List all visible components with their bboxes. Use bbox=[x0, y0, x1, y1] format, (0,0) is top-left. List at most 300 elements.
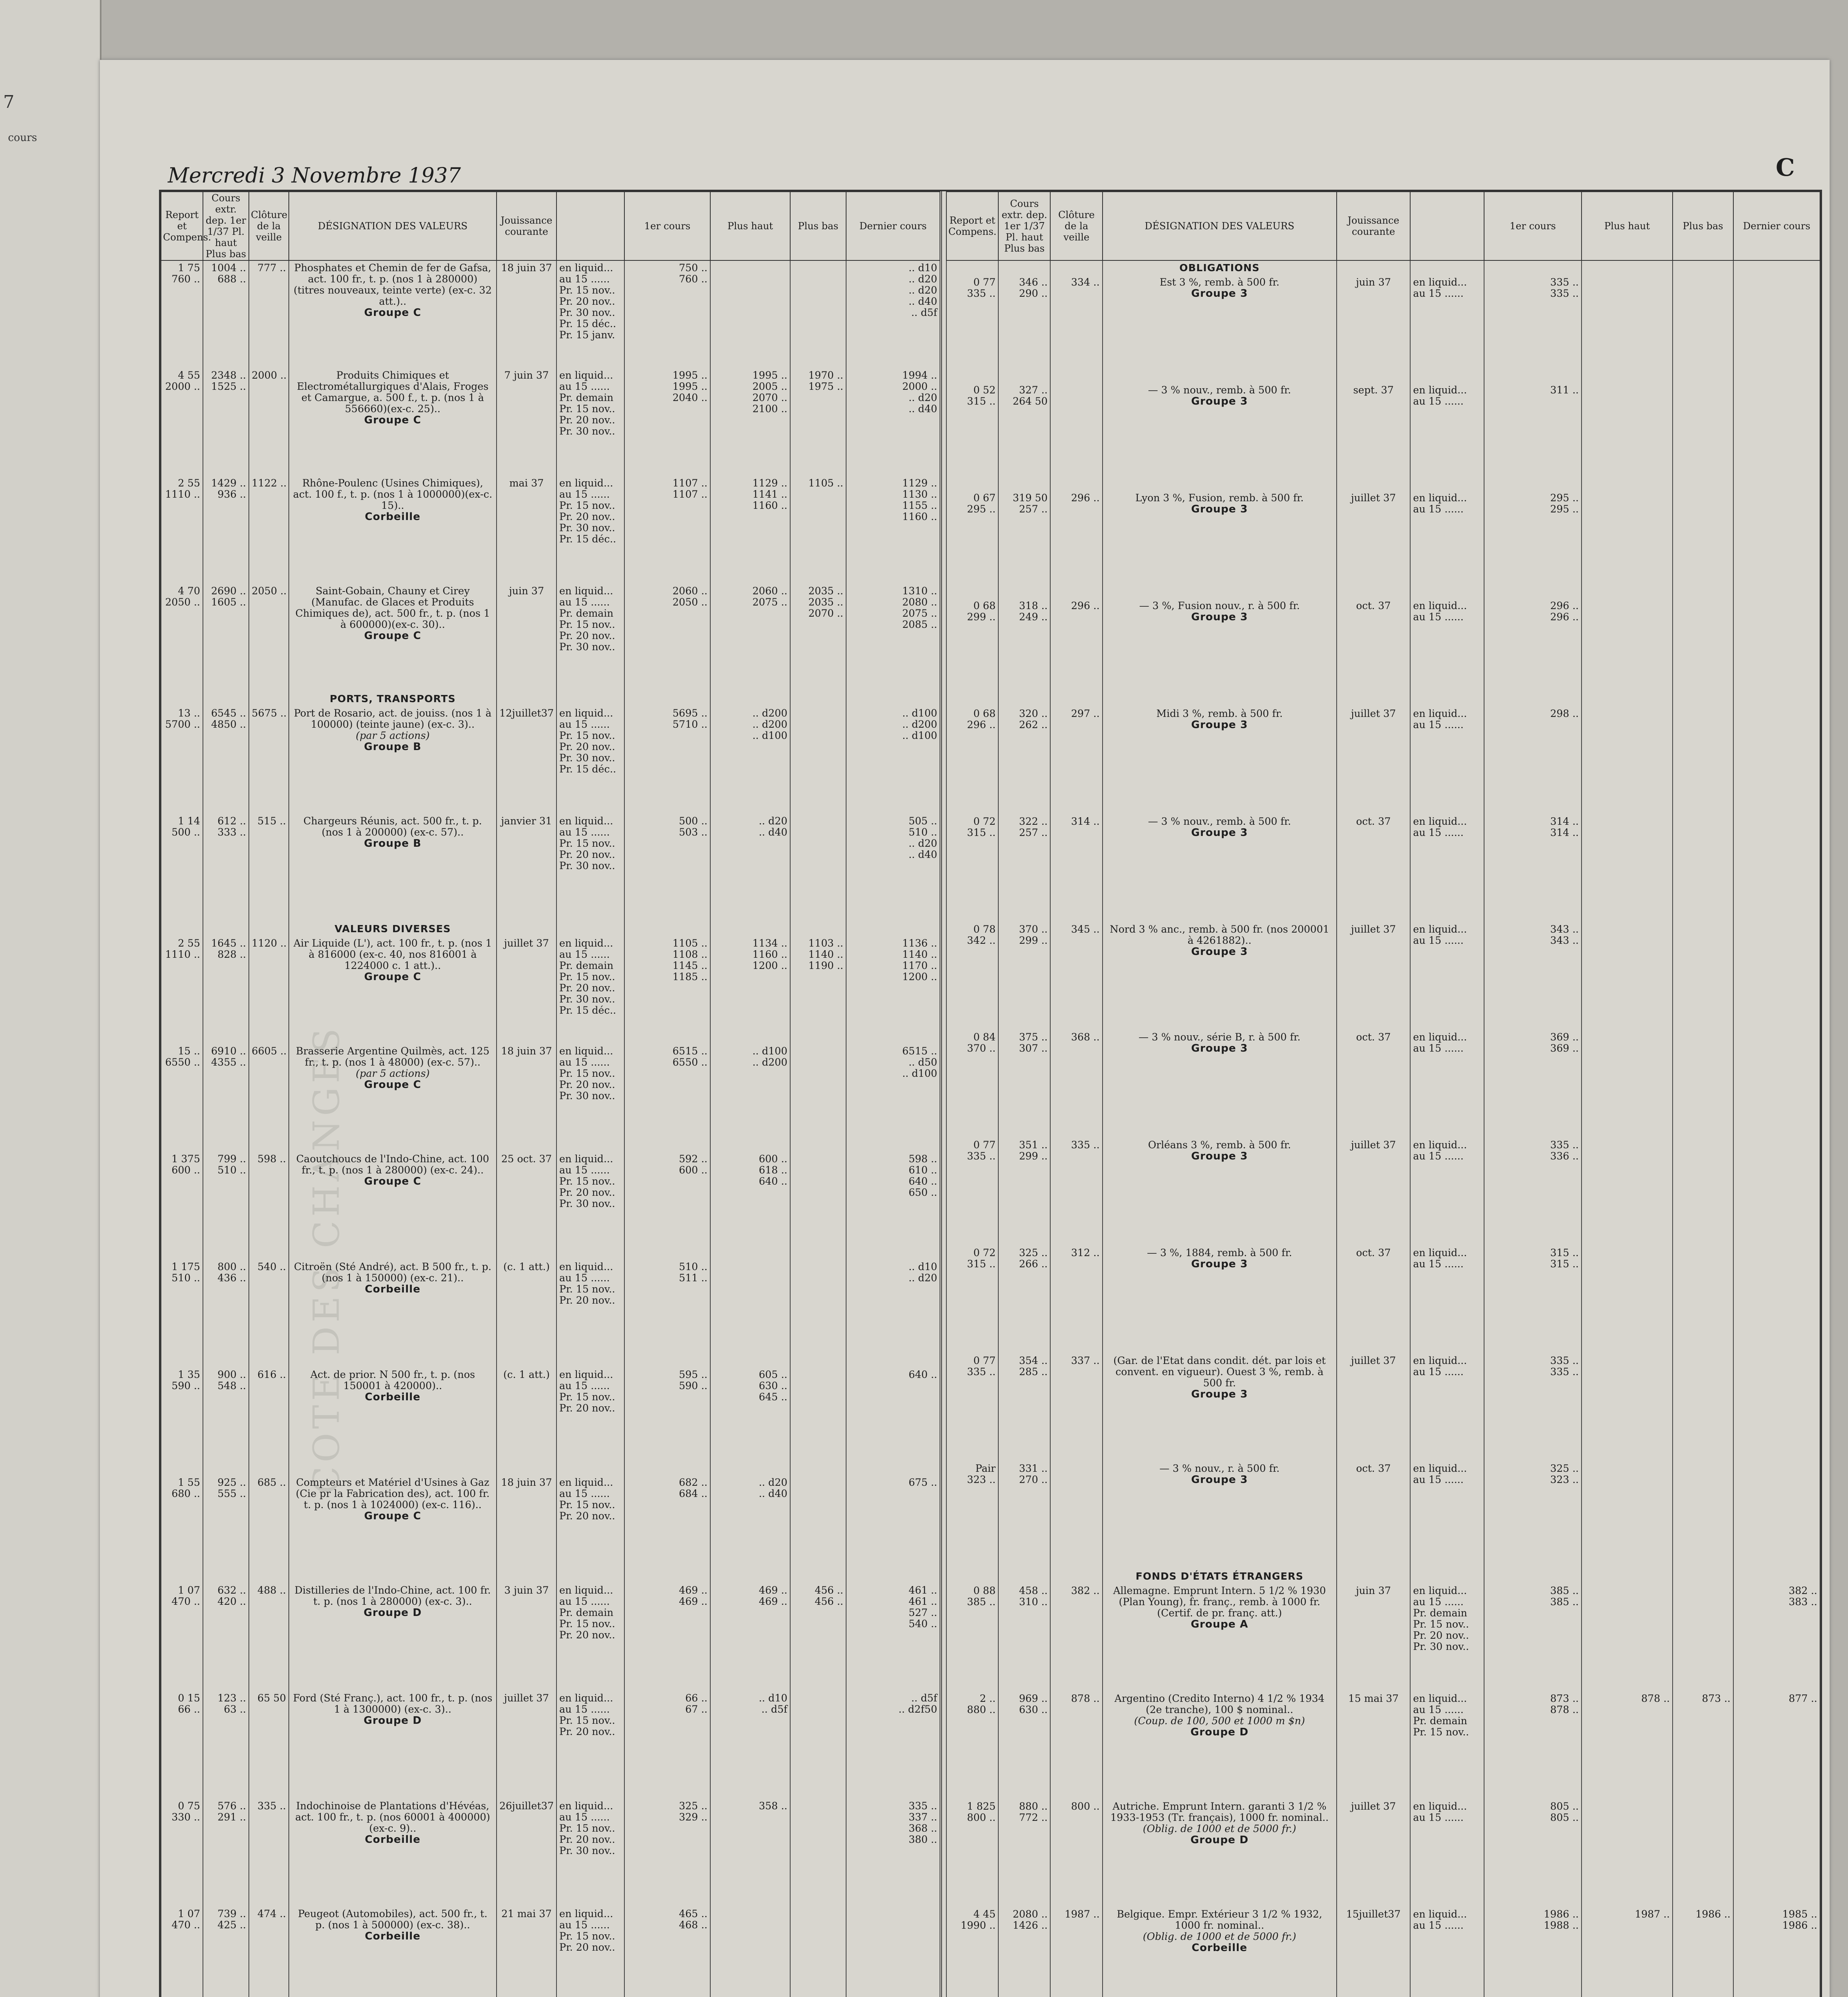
report-cell: 2 55 1110 .. bbox=[161, 476, 203, 584]
range-cell: 320 .. 262 .. bbox=[998, 707, 1050, 814]
range-cell: 576 .. 291 .. bbox=[203, 1799, 249, 1907]
designation-cell bbox=[289, 1907, 497, 1997]
high-price-cell bbox=[1582, 1354, 1673, 1461]
terms-cell: en liquid... au 15 ...... Pr. 15 nov.. Pr. 20 nov.. bbox=[556, 1907, 624, 1997]
last-price-cell bbox=[1733, 383, 1820, 491]
security-name: Distilleries de l'Indo-Chine, act. 100 fr. t. p. (nos 1 à 280000) (ex-c. 3).. bbox=[294, 1584, 491, 1607]
security-name: Lyon 3 %, Fusion, remb. à 500 fr. bbox=[1135, 492, 1304, 504]
jouissance-cell: 15 mai 37 bbox=[1337, 1691, 1411, 1799]
terms-cell: en liquid... au 15 ...... bbox=[1410, 814, 1484, 922]
first-price-cell: 335 .. 335 .. bbox=[1484, 1354, 1582, 1461]
range-cell: 2690 .. 1605 .. bbox=[203, 584, 249, 692]
left-table-panel bbox=[161, 191, 942, 1997]
section-spacer bbox=[946, 1569, 998, 1584]
designation-cell bbox=[289, 1583, 497, 1691]
security-row bbox=[161, 706, 940, 814]
security-name: Compteurs et Matériel d'Usines à Gaz (Cie pr la Fabrication des), act. 100 fr. t. p. (nos 1 à 1024000) (ex-c. 116).. bbox=[296, 1477, 490, 1511]
range-cell: 123 .. 63 .. bbox=[203, 1691, 249, 1799]
close-cell: 1987 .. bbox=[1050, 1907, 1102, 1997]
high-price-cell: .. d100 .. d200 bbox=[710, 1044, 790, 1152]
security-note: (Oblig. de 1000 et de 5000 fr.) bbox=[1143, 1931, 1296, 1942]
last-price-cell: .. d10 .. d20 bbox=[846, 1260, 940, 1368]
first-price-cell: 335 .. 336 .. bbox=[1484, 1138, 1582, 1246]
last-price-cell: 1310 .. 2080 .. 2075 .. 2085 .. bbox=[846, 584, 940, 692]
last-price-cell bbox=[1733, 599, 1820, 707]
security-name: Produits Chimiques et Electrométallurgiques d'Alais, Froges et Camargue, a. 500 f., t. p. (nos 1 à 556660)(ex-c. 25).. bbox=[297, 369, 489, 415]
security-group: Groupe C bbox=[364, 1175, 421, 1187]
last-price-cell: 640 .. bbox=[846, 1368, 940, 1475]
low-price-cell bbox=[1673, 1138, 1733, 1246]
low-price-cell bbox=[1673, 1799, 1733, 1907]
section-spacer bbox=[1582, 1569, 1673, 1584]
section-spacer bbox=[249, 922, 289, 936]
last-price-cell bbox=[1733, 1246, 1820, 1354]
close-cell: 474 .. bbox=[249, 1907, 289, 1997]
section-spacer bbox=[556, 922, 624, 936]
range-cell: 325 .. 266 .. bbox=[998, 1246, 1050, 1354]
terms-cell: en liquid... au 15 ...... Pr. 15 nov.. Pr. 20 nov.. bbox=[556, 1475, 624, 1583]
section-spacer bbox=[1484, 260, 1582, 275]
first-price-cell: 1105 .. 1108 .. 1145 .. 1185 .. bbox=[624, 936, 710, 1044]
security-group: Groupe 3 bbox=[1191, 827, 1248, 839]
close-cell: 65 50 bbox=[249, 1691, 289, 1799]
high-price-cell: .. d20 .. d40 bbox=[710, 1475, 790, 1583]
section-spacer bbox=[497, 692, 556, 706]
terms-cell: en liquid... au 15 ...... bbox=[1410, 383, 1484, 491]
close-cell: 515 .. bbox=[249, 814, 289, 922]
security-group: Groupe A bbox=[1190, 1618, 1248, 1630]
section-spacer bbox=[1673, 1569, 1733, 1584]
low-price-cell: 1970 .. 1975 .. bbox=[790, 368, 846, 476]
section-spacer bbox=[161, 922, 203, 936]
jouissance-cell: juillet 37 bbox=[1337, 491, 1411, 599]
high-price-cell: .. d20 .. d40 bbox=[710, 814, 790, 922]
security-name: Est 3 %, remb. à 500 fr. bbox=[1159, 276, 1280, 288]
first-price-cell: 2060 .. 2050 .. bbox=[624, 584, 710, 692]
security-row bbox=[161, 476, 940, 584]
security-row bbox=[946, 275, 1820, 383]
range-cell: 346 .. 290 .. bbox=[998, 275, 1050, 383]
first-price-cell: 385 .. 385 .. bbox=[1484, 1584, 1582, 1691]
designation-cell bbox=[1103, 1354, 1337, 1461]
terms-cell: en liquid... au 15 ...... Pr. demain Pr. 15 nov.. Pr. 20 nov.. Pr. 30 nov.. bbox=[556, 584, 624, 692]
jouissance-cell: 21 mai 37 bbox=[497, 1907, 556, 1997]
high-price-cell bbox=[1582, 275, 1673, 383]
low-price-cell bbox=[1673, 599, 1733, 707]
designation-cell bbox=[1103, 491, 1337, 599]
security-group: Groupe C bbox=[364, 630, 421, 642]
security-row bbox=[946, 599, 1820, 707]
high-price-cell: 469 .. 469 .. bbox=[710, 1583, 790, 1691]
designation-cell bbox=[1103, 1799, 1337, 1907]
last-price-cell: .. d100 .. d200 .. d100 bbox=[846, 706, 940, 814]
jouissance-cell: 18 juin 37 bbox=[497, 1044, 556, 1152]
security-group: Groupe C bbox=[364, 307, 421, 319]
high-price-cell bbox=[1582, 1799, 1673, 1907]
security-row bbox=[946, 707, 1820, 814]
section-spacer bbox=[203, 922, 249, 936]
security-group: Corbeille bbox=[365, 1834, 421, 1846]
header-designation: DÉSIGNATION DES VALEURS bbox=[1103, 192, 1337, 260]
low-price-cell bbox=[1673, 275, 1733, 383]
security-name: Caoutchoucs de l'Indo-Chine, act. 100 fr., t. p. (nos 1 à 280000) (ex-c. 24).. bbox=[296, 1153, 489, 1176]
report-cell: 0 88 385 .. bbox=[946, 1584, 998, 1691]
designation-cell bbox=[1103, 1246, 1337, 1354]
header-premier: 1er cours bbox=[624, 192, 710, 260]
jouissance-cell: oct. 37 bbox=[1337, 814, 1411, 922]
report-cell: 2 55 1110 .. bbox=[161, 936, 203, 1044]
designation-cell bbox=[1103, 383, 1337, 491]
close-cell: 368 .. bbox=[1050, 1030, 1102, 1138]
high-price-cell bbox=[1582, 1246, 1673, 1354]
terms-cell: en liquid... au 15 ...... bbox=[1410, 1246, 1484, 1354]
first-price-cell: 369 .. 369 .. bbox=[1484, 1030, 1582, 1138]
last-price-cell bbox=[1733, 707, 1820, 814]
section-spacer bbox=[1337, 1569, 1411, 1584]
section-spacer bbox=[497, 922, 556, 936]
last-price-cell: 598 .. 610 .. 640 .. 650 .. bbox=[846, 1152, 940, 1260]
previous-page-edge bbox=[0, 0, 101, 1997]
designation-cell bbox=[289, 1152, 497, 1260]
designation-cell bbox=[1103, 814, 1337, 922]
security-name: Rhône-Poulenc (Usines Chimiques), act. 100 f., t. p. (nos 1 à 1000000)(ex-c. 15).. bbox=[293, 477, 493, 511]
security-row bbox=[161, 1260, 940, 1368]
report-cell: 15 .. 6550 .. bbox=[161, 1044, 203, 1152]
section-header-row bbox=[161, 922, 940, 936]
close-cell: 800 .. bbox=[1050, 1799, 1102, 1907]
header-terms bbox=[1410, 192, 1484, 260]
section-spacer bbox=[1337, 260, 1411, 275]
security-row bbox=[946, 1461, 1820, 1569]
high-price-cell: .. d10 .. d5f bbox=[710, 1691, 790, 1799]
low-price-cell bbox=[790, 1691, 846, 1799]
close-cell: 2000 .. bbox=[249, 368, 289, 476]
report-cell: 1 07 470 .. bbox=[161, 1907, 203, 1997]
security-name: — 3 % nouv., remb. à 500 fr. bbox=[1148, 816, 1291, 827]
close-cell bbox=[1050, 1461, 1102, 1569]
report-cell: 0 68 299 .. bbox=[946, 599, 998, 707]
first-price-cell: 1107 .. 1107 .. bbox=[624, 476, 710, 584]
designation-cell bbox=[289, 368, 497, 476]
close-cell: 296 .. bbox=[1050, 599, 1102, 707]
jouissance-cell: juin 37 bbox=[1337, 275, 1411, 383]
last-price-cell: 877 .. bbox=[1733, 1691, 1820, 1799]
designation-cell bbox=[1103, 1461, 1337, 1569]
security-name: — 3 % nouv., série B, r. à 500 fr. bbox=[1139, 1031, 1301, 1043]
report-cell: 0 84 370 .. bbox=[946, 1030, 998, 1138]
header-dernier: Dernier cours bbox=[846, 192, 940, 260]
last-price-cell: 1129 .. 1130 .. 1155 .. 1160 .. bbox=[846, 476, 940, 584]
designation-cell bbox=[289, 260, 497, 368]
security-row bbox=[946, 922, 1820, 1030]
security-row bbox=[161, 814, 940, 922]
section-spacer bbox=[998, 1569, 1050, 1584]
first-price-cell: 296 .. 296 .. bbox=[1484, 599, 1582, 707]
security-row bbox=[161, 1152, 940, 1260]
security-name: Belgique. Empr. Extérieur 3 1/2 % 1932, 1000 fr. nominal.. bbox=[1117, 1908, 1322, 1931]
last-price-cell: 382 .. 383 .. bbox=[1733, 1584, 1820, 1691]
close-cell: 878 .. bbox=[1050, 1691, 1102, 1799]
last-price-cell bbox=[1733, 1354, 1820, 1461]
report-cell: Pair 323 .. bbox=[946, 1461, 998, 1569]
range-cell: 1645 .. 828 .. bbox=[203, 936, 249, 1044]
security-note: (Coup. de 100, 500 et 1000 m $n) bbox=[1134, 1715, 1305, 1727]
security-name: Port de Rosario, act. de jouiss. (nos 1 à 100000) (teinte jaune) (ex-c. 3).. bbox=[294, 707, 492, 730]
jouissance-cell: juin 37 bbox=[497, 584, 556, 692]
section-spacer bbox=[1673, 260, 1733, 275]
low-price-cell bbox=[1673, 707, 1733, 814]
terms-cell: en liquid... au 15 ...... bbox=[1410, 1799, 1484, 1907]
first-price-cell: 311 .. bbox=[1484, 383, 1582, 491]
low-price-cell bbox=[790, 706, 846, 814]
range-cell: 327 .. 264 50 bbox=[998, 383, 1050, 491]
first-price-cell: 469 .. 469 .. bbox=[624, 1583, 710, 1691]
range-cell: 925 .. 555 .. bbox=[203, 1475, 249, 1583]
close-cell: 296 .. bbox=[1050, 491, 1102, 599]
newspaper-page bbox=[100, 60, 1830, 1997]
report-cell: 4 45 1990 .. bbox=[946, 1907, 998, 1997]
header-plus-haut: Plus haut bbox=[1582, 192, 1673, 260]
right-table-panel bbox=[946, 191, 1820, 1997]
first-price-cell: 325 .. 329 .. bbox=[624, 1799, 710, 1907]
designation-cell bbox=[1103, 707, 1337, 814]
low-price-cell bbox=[790, 1152, 846, 1260]
high-price-cell bbox=[1582, 922, 1673, 1030]
close-cell: 337 .. bbox=[1050, 1354, 1102, 1461]
security-group: Groupe B bbox=[364, 741, 421, 753]
first-price-cell: 314 .. 314 .. bbox=[1484, 814, 1582, 922]
range-cell: 880 .. 772 .. bbox=[998, 1799, 1050, 1907]
jouissance-cell: 18 juin 37 bbox=[497, 260, 556, 368]
first-price-cell: 315 .. 315 .. bbox=[1484, 1246, 1582, 1354]
range-cell: 322 .. 257 .. bbox=[998, 814, 1050, 922]
terms-cell: en liquid... au 15 ...... bbox=[1410, 707, 1484, 814]
jouissance-cell: oct. 37 bbox=[1337, 599, 1411, 707]
security-group: Groupe 3 bbox=[1191, 719, 1248, 731]
high-price-cell: 605 .. 630 .. 645 .. bbox=[710, 1368, 790, 1475]
close-cell: 314 .. bbox=[1050, 814, 1102, 922]
low-price-cell bbox=[1673, 922, 1733, 1030]
last-price-cell: 335 .. 337 .. 368 .. 380 .. bbox=[846, 1799, 940, 1907]
header-jouissance: Jouissance courante bbox=[1337, 192, 1411, 260]
section-header-row bbox=[161, 692, 940, 706]
section-spacer bbox=[710, 692, 790, 706]
section-title: OBLIGATIONS bbox=[1103, 260, 1337, 275]
high-price-cell: .. d200 .. d200 .. d100 bbox=[710, 706, 790, 814]
high-price-cell: 1134 .. 1160 .. 1200 .. bbox=[710, 936, 790, 1044]
high-price-cell bbox=[710, 260, 790, 368]
close-cell: 5675 .. bbox=[249, 706, 289, 814]
close-cell: 598 .. bbox=[249, 1152, 289, 1260]
security-group: Groupe D bbox=[364, 1607, 422, 1619]
security-group: Groupe C bbox=[364, 971, 421, 983]
designation-cell bbox=[1103, 1907, 1337, 1997]
close-cell: 335 .. bbox=[1050, 1138, 1102, 1246]
jouissance-cell: 26juillet37 bbox=[497, 1799, 556, 1907]
security-name: Act. de prior. N 500 fr., t. p. (nos 150001 à 420000).. bbox=[310, 1369, 475, 1392]
jouissance-cell: 7 juin 37 bbox=[497, 368, 556, 476]
section-title: VALEURS DIVERSES bbox=[289, 922, 497, 936]
security-name: Saint-Gobain, Chauny et Cirey (Manufac. de Glaces et Produits Chimiques de), act. 500 fr., t. p. (nos 1 à 600000)(ex-c. 30).. bbox=[295, 585, 490, 630]
high-price-cell: 878 .. bbox=[1582, 1691, 1673, 1799]
section-spacer bbox=[203, 692, 249, 706]
security-row bbox=[161, 260, 940, 368]
security-note: (Oblig. de 1000 et de 5000 fr.) bbox=[1143, 1823, 1296, 1834]
section-spacer bbox=[1050, 260, 1102, 275]
report-cell: 1 07 470 .. bbox=[161, 1583, 203, 1691]
high-price-cell bbox=[710, 1907, 790, 1997]
close-cell: 312 .. bbox=[1050, 1246, 1102, 1354]
section-title: FONDS D'ÉTATS ÉTRANGERS bbox=[1103, 1569, 1337, 1584]
designation-cell bbox=[1103, 1030, 1337, 1138]
high-price-cell bbox=[1582, 1584, 1673, 1691]
designation-cell bbox=[289, 1044, 497, 1152]
close-cell bbox=[1050, 383, 1102, 491]
first-price-cell: 682 .. 684 .. bbox=[624, 1475, 710, 1583]
header-designation: DÉSIGNATION DES VALEURS bbox=[289, 192, 497, 260]
left-table-body bbox=[161, 260, 940, 1997]
security-row bbox=[161, 936, 940, 1044]
last-price-cell bbox=[1733, 275, 1820, 383]
low-price-cell bbox=[790, 1799, 846, 1907]
designation-cell bbox=[289, 1475, 497, 1583]
jouissance-cell: sept. 37 bbox=[1337, 383, 1411, 491]
low-price-cell bbox=[790, 1475, 846, 1583]
low-price-cell bbox=[790, 260, 846, 368]
jouissance-cell: juillet 37 bbox=[1337, 1799, 1411, 1907]
designation-cell bbox=[289, 706, 497, 814]
header-cloture: Clôture de la veille bbox=[249, 192, 289, 260]
terms-cell: en liquid... au 15 ...... bbox=[1410, 599, 1484, 707]
security-group: Corbeille bbox=[365, 1283, 421, 1295]
range-cell: 458 .. 310 .. bbox=[998, 1584, 1050, 1691]
high-price-cell bbox=[1582, 814, 1673, 922]
terms-cell: en liquid... au 15 ...... bbox=[1410, 1461, 1484, 1569]
report-cell: 0 68 296 .. bbox=[946, 707, 998, 814]
security-group: Groupe C bbox=[364, 1079, 421, 1091]
first-price-cell: 465 .. 468 .. bbox=[624, 1907, 710, 1997]
low-price-cell: 1105 .. bbox=[790, 476, 846, 584]
last-price-cell: 1136 .. 1140 .. 1170 .. 1200 .. bbox=[846, 936, 940, 1044]
header-terms bbox=[556, 192, 624, 260]
low-price-cell bbox=[790, 1368, 846, 1475]
range-cell: 351 .. 299 .. bbox=[998, 1138, 1050, 1246]
range-cell: 2080 .. 1426 .. bbox=[998, 1907, 1050, 1997]
jouissance-cell: juillet 37 bbox=[497, 1691, 556, 1799]
bleed-through-text: COTE DES CHANGES bbox=[306, 1024, 348, 1494]
security-group: Groupe 3 bbox=[1191, 1474, 1248, 1486]
jouissance-cell: oct. 37 bbox=[1337, 1461, 1411, 1569]
security-name: Indochinoise de Plantations d'Hévéas, act. 100 fr., t. p. (nos 60001 à 400000) (ex-c. 9).. bbox=[295, 1800, 490, 1834]
first-price-cell: 343 .. 343 .. bbox=[1484, 922, 1582, 1030]
jouissance-cell: mai 37 bbox=[497, 476, 556, 584]
security-name: Peugeot (Automobiles), act. 500 fr., t. p. (nos 1 à 500000) (ex-c. 38).. bbox=[298, 1908, 488, 1931]
header-cours-extr: Cours extr. dep. 1er 1/37 Pl. haut Plus bas bbox=[998, 192, 1050, 260]
security-row bbox=[161, 368, 940, 476]
section-spacer bbox=[790, 692, 846, 706]
first-price-cell: 500 .. 503 .. bbox=[624, 814, 710, 922]
security-group: Groupe 3 bbox=[1191, 1258, 1248, 1270]
last-price-cell: 675 .. bbox=[846, 1475, 940, 1583]
security-row bbox=[946, 1030, 1820, 1138]
high-price-cell: 2060 .. 2075 .. bbox=[710, 584, 790, 692]
low-price-cell bbox=[1673, 491, 1733, 599]
terms-cell: en liquid... au 15 ...... Pr. 15 nov.. Pr. 20 nov.. Pr. 30 nov.. bbox=[556, 1799, 624, 1907]
range-cell: 370 .. 299 .. bbox=[998, 922, 1050, 1030]
security-row bbox=[161, 1475, 940, 1583]
security-group: Corbeille bbox=[1192, 1942, 1248, 1954]
low-price-cell bbox=[1673, 1461, 1733, 1569]
last-price-cell bbox=[846, 1907, 940, 1997]
high-price-cell: 1987 .. bbox=[1582, 1907, 1673, 1997]
security-name: Chargeurs Réunis, act. 500 fr., t. p. (nos 1 à 200000) (ex-c. 57).. bbox=[303, 815, 482, 838]
terms-cell: en liquid... au 15 ...... bbox=[1410, 1907, 1484, 1997]
designation-cell bbox=[1103, 1691, 1337, 1799]
security-row bbox=[161, 1691, 940, 1799]
last-price-cell: 1994 .. 2000 .. .. d20 .. d40 bbox=[846, 368, 940, 476]
high-price-cell: 1995 .. 2005 .. 2070 .. 2100 .. bbox=[710, 368, 790, 476]
close-cell: 297 .. bbox=[1050, 707, 1102, 814]
security-row bbox=[946, 491, 1820, 599]
designation-cell bbox=[289, 1799, 497, 1907]
report-cell: 0 72 315 .. bbox=[946, 1246, 998, 1354]
jouissance-cell: juillet 37 bbox=[1337, 922, 1411, 1030]
security-name: Ford (Sté Franç.), act. 100 fr., t. p. (nos 1 à 1300000) (ex-c. 3).. bbox=[293, 1692, 493, 1715]
report-cell: 13 .. 5700 .. bbox=[161, 706, 203, 814]
terms-cell: en liquid... au 15 ...... bbox=[1410, 922, 1484, 1030]
low-price-cell bbox=[1673, 814, 1733, 922]
last-price-cell: 1985 .. 1986 .. bbox=[1733, 1907, 1820, 1997]
jouissance-cell: juillet 37 bbox=[1337, 1354, 1411, 1461]
low-price-cell: 873 .. bbox=[1673, 1691, 1733, 1799]
terms-cell: en liquid... au 15 ...... Pr. 15 nov.. Pr. 20 nov.. Pr. 30 nov.. bbox=[556, 1044, 624, 1152]
range-cell: 1429 .. 936 .. bbox=[203, 476, 249, 584]
security-row bbox=[946, 1246, 1820, 1354]
range-cell: 6910 .. 4355 .. bbox=[203, 1044, 249, 1152]
jouissance-cell: juillet 37 bbox=[1337, 1138, 1411, 1246]
low-price-cell bbox=[790, 1907, 846, 1997]
report-cell: 0 15 66 .. bbox=[161, 1691, 203, 1799]
high-price-cell bbox=[1582, 1138, 1673, 1246]
range-cell: 331 .. 270 .. bbox=[998, 1461, 1050, 1569]
last-price-cell: 6515 .. .. d50 .. d100 bbox=[846, 1044, 940, 1152]
section-spacer bbox=[161, 692, 203, 706]
security-row bbox=[161, 1368, 940, 1475]
security-name: Brasserie Argentine Quilmès, act. 125 fr., t. p. (nos 1 à 48000) (ex-c. 57).. bbox=[296, 1045, 490, 1068]
security-group: Corbeille bbox=[365, 1930, 421, 1942]
range-cell: 612 .. 333 .. bbox=[203, 814, 249, 922]
first-price-cell: 595 .. 590 .. bbox=[624, 1368, 710, 1475]
first-price-cell: 1986 .. 1988 .. bbox=[1484, 1907, 1582, 1997]
first-price-cell: 805 .. 805 .. bbox=[1484, 1799, 1582, 1907]
terms-cell: en liquid... au 15 ...... bbox=[1410, 275, 1484, 383]
terms-cell: en liquid... au 15 ...... Pr. 15 nov.. Pr. 20 nov.. Pr. 30 nov.. Pr. 15 déc.. Pr. 15 janv. bbox=[556, 260, 624, 368]
report-cell: 1 375 600 .. bbox=[161, 1152, 203, 1260]
security-group: Groupe 3 bbox=[1191, 1150, 1248, 1162]
report-cell: 1 175 510 .. bbox=[161, 1260, 203, 1368]
report-cell: 1 55 680 .. bbox=[161, 1475, 203, 1583]
high-price-cell: 1129 .. 1141 .. 1160 .. bbox=[710, 476, 790, 584]
left-quotation-table bbox=[161, 191, 940, 1997]
section-spacer bbox=[790, 922, 846, 936]
first-price-cell: 298 .. bbox=[1484, 707, 1582, 814]
section-spacer bbox=[1733, 260, 1820, 275]
jouissance-cell: 18 juin 37 bbox=[497, 1475, 556, 1583]
security-row bbox=[946, 1584, 1820, 1691]
low-price-cell: 1986 .. bbox=[1673, 1907, 1733, 1997]
section-spacer bbox=[249, 692, 289, 706]
report-cell: 1 14 500 .. bbox=[161, 814, 203, 922]
